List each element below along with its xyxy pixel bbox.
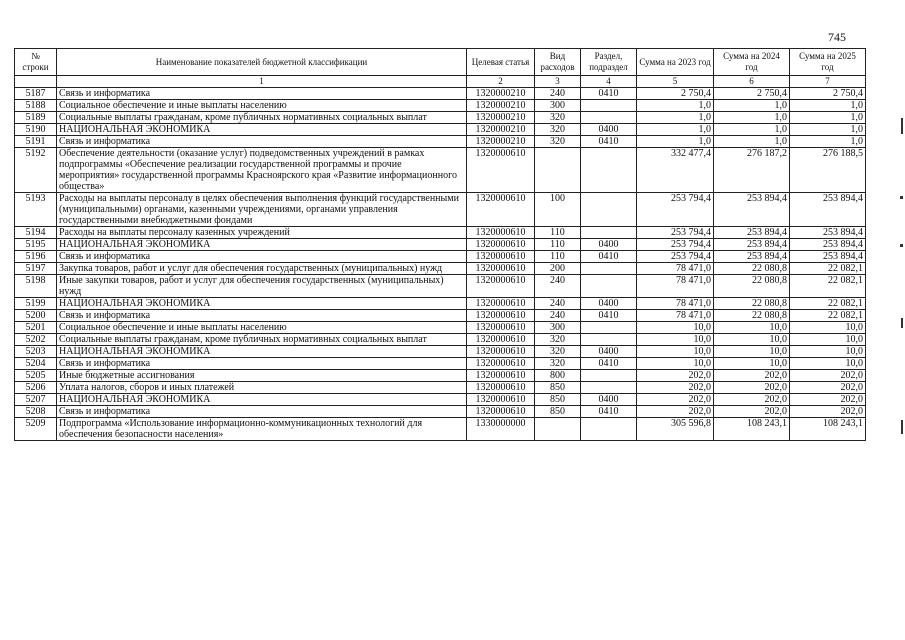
- table-row: [15, 322, 866, 334]
- section-cell: 0410: [581, 310, 637, 322]
- row-number-cell: 5191: [15, 136, 57, 148]
- sum-2025-cell: 10,0: [790, 322, 866, 334]
- row-number-cell: 5208: [15, 406, 57, 418]
- section-cell: 0410: [581, 251, 637, 263]
- expense-type-cell: 320: [535, 136, 581, 148]
- budget-table: [14, 48, 866, 441]
- expense-type-cell: 110: [535, 227, 581, 239]
- indicator-name-cell: Иные закупки товаров, работ и услуг для обеспечения государственных (муниципальных) нужд: [57, 275, 467, 298]
- indicator-name-cell: НАЦИОНАЛЬНАЯ ЭКОНОМИКА: [57, 346, 467, 358]
- column-number: 7: [790, 76, 866, 88]
- column-number: 4: [581, 76, 637, 88]
- sum-2025-cell: 202,0: [790, 370, 866, 382]
- target-article-cell: 1320000610: [467, 275, 535, 298]
- target-article-cell: 1320000210: [467, 88, 535, 100]
- indicator-name-cell: Уплата налогов, сборов и иных платежей: [57, 382, 467, 394]
- table-row: [15, 275, 866, 298]
- expense-type-cell: 320: [535, 346, 581, 358]
- sum-2023-cell: 1,0: [637, 124, 714, 136]
- column-number-row: [15, 76, 866, 88]
- scan-edge-mark: [901, 318, 903, 328]
- sum-2023-cell: 10,0: [637, 334, 714, 346]
- header-row-number: № строки: [15, 49, 57, 76]
- table-row: [15, 382, 866, 394]
- sum-2025-cell: 1,0: [790, 112, 866, 124]
- sum-2025-cell: 276 188,5: [790, 148, 866, 193]
- section-cell: [581, 382, 637, 394]
- sum-2025-cell: 22 082,1: [790, 263, 866, 275]
- section-cell: [581, 370, 637, 382]
- target-article-cell: 1320000610: [467, 382, 535, 394]
- table-row: [15, 227, 866, 239]
- sum-2023-cell: 202,0: [637, 370, 714, 382]
- table-row: [15, 193, 866, 227]
- scan-edge-mark: [900, 196, 903, 199]
- table-row: [15, 370, 866, 382]
- sum-2023-cell: 202,0: [637, 406, 714, 418]
- header-sum-2023: Сумма на 2023 год: [637, 49, 714, 76]
- expense-type-cell: 240: [535, 310, 581, 322]
- sum-2024-cell: 202,0: [714, 382, 790, 394]
- section-cell: [581, 275, 637, 298]
- sum-2024-cell: 22 080,8: [714, 298, 790, 310]
- column-number: 1: [57, 76, 467, 88]
- sum-2024-cell: 202,0: [714, 370, 790, 382]
- row-number-cell: 5192: [15, 148, 57, 193]
- sum-2025-cell: 108 243,1: [790, 418, 866, 441]
- sum-2024-cell: 10,0: [714, 322, 790, 334]
- sum-2024-cell: 253 894,4: [714, 227, 790, 239]
- target-article-cell: 1320000610: [467, 298, 535, 310]
- indicator-name-cell: НАЦИОНАЛЬНАЯ ЭКОНОМИКА: [57, 239, 467, 251]
- target-article-cell: 1320000210: [467, 124, 535, 136]
- sum-2023-cell: 253 794,4: [637, 251, 714, 263]
- sum-2025-cell: 10,0: [790, 346, 866, 358]
- section-cell: [581, 100, 637, 112]
- row-number-cell: 5197: [15, 263, 57, 275]
- header-expense-type: Вид расходов: [535, 49, 581, 76]
- section-cell: [581, 193, 637, 227]
- indicator-name-cell: Подпрограмма «Использование информационно-коммуникационных технологий для обеспечения безопасности населения»: [57, 418, 467, 441]
- table-row: [15, 358, 866, 370]
- sum-2025-cell: 22 082,1: [790, 298, 866, 310]
- sum-2025-cell: 1,0: [790, 100, 866, 112]
- sum-2024-cell: 253 894,4: [714, 239, 790, 251]
- sum-2025-cell: 1,0: [790, 136, 866, 148]
- scan-edge-mark: [900, 244, 903, 247]
- row-number-cell: 5206: [15, 382, 57, 394]
- section-cell: [581, 263, 637, 275]
- sum-2023-cell: 253 794,4: [637, 239, 714, 251]
- sum-2023-cell: 10,0: [637, 346, 714, 358]
- sum-2023-cell: 10,0: [637, 358, 714, 370]
- sum-2023-cell: 78 471,0: [637, 298, 714, 310]
- expense-type-cell: 240: [535, 298, 581, 310]
- indicator-name-cell: НАЦИОНАЛЬНАЯ ЭКОНОМИКА: [57, 298, 467, 310]
- row-number-cell: 5193: [15, 193, 57, 227]
- indicator-name-cell: Расходы на выплаты персоналу в целях обеспечения выполнения функций государственными (муниципальными) органами, казенными учреждениями, органами управления государственными внебюджетными фондами: [57, 193, 467, 227]
- header-row: [15, 49, 866, 76]
- target-article-cell: 1320000610: [467, 251, 535, 263]
- row-number-cell: 5190: [15, 124, 57, 136]
- sum-2024-cell: 253 894,4: [714, 193, 790, 227]
- section-cell: [581, 322, 637, 334]
- target-article-cell: 1320000610: [467, 346, 535, 358]
- indicator-name-cell: НАЦИОНАЛЬНАЯ ЭКОНОМИКА: [57, 124, 467, 136]
- section-cell: 0400: [581, 346, 637, 358]
- sum-2024-cell: 202,0: [714, 406, 790, 418]
- row-number-cell: 5195: [15, 239, 57, 251]
- row-number-cell: 5196: [15, 251, 57, 263]
- table-row: [15, 394, 866, 406]
- section-cell: 0400: [581, 124, 637, 136]
- target-article-cell: 1320000610: [467, 310, 535, 322]
- expense-type-cell: [535, 148, 581, 193]
- row-number-cell: 5200: [15, 310, 57, 322]
- sum-2025-cell: 10,0: [790, 334, 866, 346]
- target-article-cell: 1320000610: [467, 148, 535, 193]
- sum-2023-cell: 1,0: [637, 112, 714, 124]
- table-row: [15, 100, 866, 112]
- sum-2024-cell: 22 080,8: [714, 275, 790, 298]
- row-number-cell: 5203: [15, 346, 57, 358]
- expense-type-cell: 200: [535, 263, 581, 275]
- row-number-cell: 5198: [15, 275, 57, 298]
- indicator-name-cell: Социальное обеспечение и иные выплаты населению: [57, 100, 467, 112]
- indicator-name-cell: Социальные выплаты гражданам, кроме публичных нормативных социальных выплат: [57, 112, 467, 124]
- sum-2024-cell: 22 080,8: [714, 310, 790, 322]
- indicator-name-cell: Связь и информатика: [57, 406, 467, 418]
- column-number: 2: [467, 76, 535, 88]
- sum-2023-cell: 10,0: [637, 322, 714, 334]
- indicator-name-cell: Социальное обеспечение и иные выплаты населению: [57, 322, 467, 334]
- indicator-name-cell: Связь и информатика: [57, 88, 467, 100]
- table-row: [15, 148, 866, 193]
- section-cell: 0410: [581, 136, 637, 148]
- table-row: [15, 239, 866, 251]
- indicator-name-cell: Связь и информатика: [57, 310, 467, 322]
- expense-type-cell: 240: [535, 275, 581, 298]
- target-article-cell: 1320000210: [467, 112, 535, 124]
- column-number: 5: [637, 76, 714, 88]
- sum-2025-cell: 1,0: [790, 124, 866, 136]
- sum-2023-cell: 202,0: [637, 382, 714, 394]
- sum-2023-cell: 253 794,4: [637, 227, 714, 239]
- sum-2024-cell: 202,0: [714, 394, 790, 406]
- sum-2024-cell: 2 750,4: [714, 88, 790, 100]
- sum-2024-cell: 10,0: [714, 358, 790, 370]
- scan-edge-mark: [901, 118, 903, 134]
- target-article-cell: 1320000610: [467, 227, 535, 239]
- section-cell: 0410: [581, 88, 637, 100]
- sum-2025-cell: 202,0: [790, 406, 866, 418]
- sum-2023-cell: 332 477,4: [637, 148, 714, 193]
- expense-type-cell: 110: [535, 251, 581, 263]
- sum-2025-cell: 202,0: [790, 394, 866, 406]
- section-cell: [581, 334, 637, 346]
- target-article-cell: 1320000610: [467, 263, 535, 275]
- expense-type-cell: 240: [535, 88, 581, 100]
- expense-type-cell: 300: [535, 100, 581, 112]
- sum-2024-cell: 1,0: [714, 112, 790, 124]
- table-row: [15, 418, 866, 441]
- table-row: [15, 112, 866, 124]
- header-target-article: Целевая статья: [467, 49, 535, 76]
- table-row: [15, 346, 866, 358]
- sum-2024-cell: 1,0: [714, 124, 790, 136]
- sum-2023-cell: 305 596,8: [637, 418, 714, 441]
- sum-2025-cell: 253 894,4: [790, 239, 866, 251]
- sum-2025-cell: 10,0: [790, 358, 866, 370]
- target-article-cell: 1320000610: [467, 358, 535, 370]
- header-section: Раздел, подраздел: [581, 49, 637, 76]
- sum-2025-cell: 253 894,4: [790, 227, 866, 239]
- row-number-cell: 5202: [15, 334, 57, 346]
- sum-2025-cell: 202,0: [790, 382, 866, 394]
- expense-type-cell: 800: [535, 370, 581, 382]
- section-cell: [581, 112, 637, 124]
- sum-2023-cell: 78 471,0: [637, 275, 714, 298]
- section-cell: [581, 227, 637, 239]
- expense-type-cell: 320: [535, 112, 581, 124]
- row-number-cell: 5199: [15, 298, 57, 310]
- table-row: [15, 251, 866, 263]
- indicator-name-cell: Связь и информатика: [57, 251, 467, 263]
- indicator-name-cell: Расходы на выплаты персоналу казенных учреждений: [57, 227, 467, 239]
- sum-2024-cell: 1,0: [714, 100, 790, 112]
- indicator-name-cell: Социальные выплаты гражданам, кроме публичных нормативных социальных выплат: [57, 334, 467, 346]
- row-number-cell: 5209: [15, 418, 57, 441]
- sum-2025-cell: 22 082,1: [790, 310, 866, 322]
- sum-2024-cell: 108 243,1: [714, 418, 790, 441]
- row-number-cell: 5204: [15, 358, 57, 370]
- section-cell: 0410: [581, 406, 637, 418]
- sum-2024-cell: 22 080,8: [714, 263, 790, 275]
- sum-2023-cell: 202,0: [637, 394, 714, 406]
- table-row: [15, 88, 866, 100]
- sum-2023-cell: 78 471,0: [637, 310, 714, 322]
- expense-type-cell: 850: [535, 382, 581, 394]
- sum-2025-cell: 2 750,4: [790, 88, 866, 100]
- sum-2023-cell: 253 794,4: [637, 193, 714, 227]
- header-sum-2024: Сумма на 2024 год: [714, 49, 790, 76]
- expense-type-cell: 300: [535, 322, 581, 334]
- sum-2023-cell: 78 471,0: [637, 263, 714, 275]
- sum-2025-cell: 253 894,4: [790, 193, 866, 227]
- table-row: [15, 406, 866, 418]
- header-indicator-name: Наименование показателей бюджетной классификации: [57, 49, 467, 76]
- section-cell: 0400: [581, 239, 637, 251]
- column-number: [15, 76, 57, 88]
- target-article-cell: 1320000610: [467, 193, 535, 227]
- expense-type-cell: 320: [535, 334, 581, 346]
- target-article-cell: 1320000610: [467, 370, 535, 382]
- indicator-name-cell: Обеспечение деятельности (оказание услуг) подведомственных учреждений в рамках подпрограммы «Обеспечение реализации государственной программы и прочие мероприятия» государственной программы Красноярского края «Развитие информационного общества»: [57, 148, 467, 193]
- section-cell: [581, 148, 637, 193]
- scan-edge-mark: [901, 420, 903, 434]
- expense-type-cell: 850: [535, 394, 581, 406]
- row-number-cell: 5189: [15, 112, 57, 124]
- sum-2023-cell: 2 750,4: [637, 88, 714, 100]
- target-article-cell: 1320000610: [467, 406, 535, 418]
- table-row: [15, 334, 866, 346]
- expense-type-cell: 320: [535, 358, 581, 370]
- row-number-cell: 5205: [15, 370, 57, 382]
- target-article-cell: 1320000610: [467, 322, 535, 334]
- expense-type-cell: 850: [535, 406, 581, 418]
- table-row: [15, 310, 866, 322]
- expense-type-cell: 320: [535, 124, 581, 136]
- target-article-cell: 1320000610: [467, 334, 535, 346]
- column-number: 6: [714, 76, 790, 88]
- row-number-cell: 5207: [15, 394, 57, 406]
- sum-2025-cell: 22 082,1: [790, 275, 866, 298]
- row-number-cell: 5188: [15, 100, 57, 112]
- sum-2024-cell: 253 894,4: [714, 251, 790, 263]
- indicator-name-cell: Связь и информатика: [57, 136, 467, 148]
- target-article-cell: 1330000000: [467, 418, 535, 441]
- target-article-cell: 1320000210: [467, 100, 535, 112]
- expense-type-cell: 100: [535, 193, 581, 227]
- sum-2024-cell: 1,0: [714, 136, 790, 148]
- target-article-cell: 1320000610: [467, 394, 535, 406]
- sum-2024-cell: 276 187,2: [714, 148, 790, 193]
- target-article-cell: 1320000210: [467, 136, 535, 148]
- row-number-cell: 5187: [15, 88, 57, 100]
- column-number: 3: [535, 76, 581, 88]
- section-cell: [581, 418, 637, 441]
- table-row: [15, 136, 866, 148]
- table-row: [15, 298, 866, 310]
- sum-2023-cell: 1,0: [637, 100, 714, 112]
- target-article-cell: 1320000610: [467, 239, 535, 251]
- table-row: [15, 124, 866, 136]
- table-body: [15, 88, 866, 441]
- sum-2024-cell: 10,0: [714, 346, 790, 358]
- table-row: [15, 263, 866, 275]
- sum-2024-cell: 10,0: [714, 334, 790, 346]
- page-number: 745: [828, 30, 846, 44]
- row-number-cell: 5194: [15, 227, 57, 239]
- sum-2023-cell: 1,0: [637, 136, 714, 148]
- expense-type-cell: [535, 418, 581, 441]
- expense-type-cell: 110: [535, 239, 581, 251]
- indicator-name-cell: Иные бюджетные ассигнования: [57, 370, 467, 382]
- section-cell: 0400: [581, 394, 637, 406]
- sum-2025-cell: 253 894,4: [790, 251, 866, 263]
- indicator-name-cell: Связь и информатика: [57, 358, 467, 370]
- row-number-cell: 5201: [15, 322, 57, 334]
- section-cell: 0400: [581, 298, 637, 310]
- header-sum-2025: Сумма на 2025 год: [790, 49, 866, 76]
- indicator-name-cell: НАЦИОНАЛЬНАЯ ЭКОНОМИКА: [57, 394, 467, 406]
- indicator-name-cell: Закупка товаров, работ и услуг для обеспечения государственных (муниципальных) нужд: [57, 263, 467, 275]
- section-cell: 0410: [581, 358, 637, 370]
